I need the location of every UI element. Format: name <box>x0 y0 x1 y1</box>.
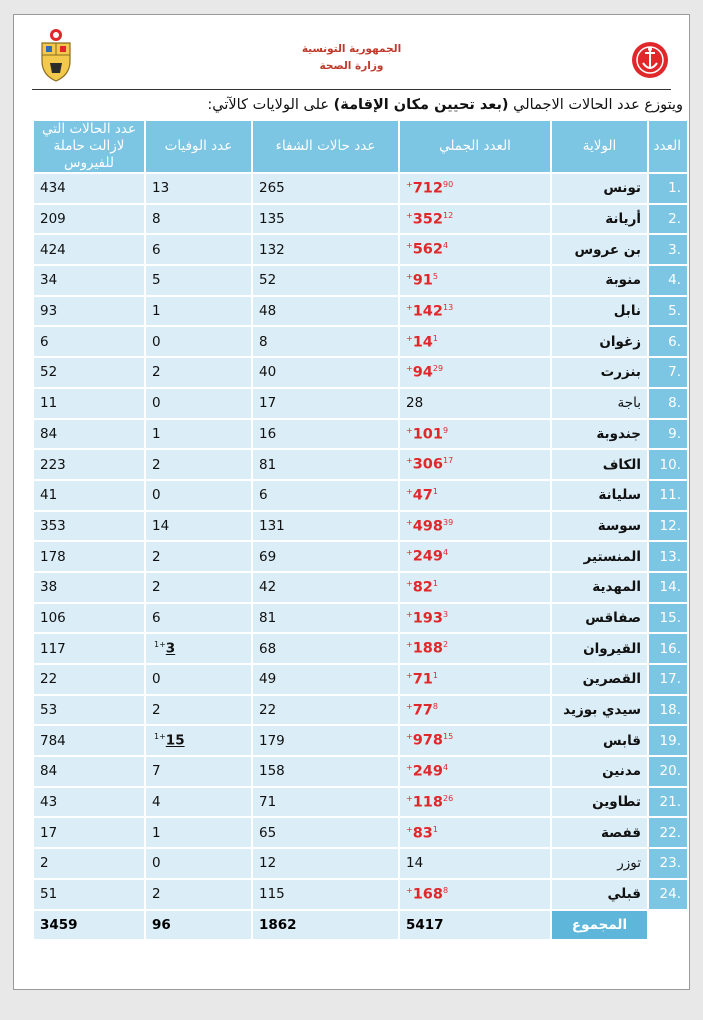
total-cell <box>400 818 550 847</box>
deaths-cell <box>146 542 251 571</box>
table-row <box>34 665 687 694</box>
case-increase: 39+ <box>406 517 454 527</box>
recovered-cell: 81 <box>253 450 398 479</box>
death-count: 0 <box>152 671 161 688</box>
carriers-cell: 178 <box>34 542 144 571</box>
case-increase: 13+ <box>406 302 454 312</box>
deaths-cell <box>146 634 251 663</box>
table-row <box>34 634 687 663</box>
recovered-cell: 115 <box>253 880 398 909</box>
case-total: 71 <box>412 671 433 688</box>
carriers-cell: 209 <box>34 205 144 234</box>
death-count: 2 <box>152 364 161 381</box>
carriers-cell: 38 <box>34 573 144 602</box>
header-governorate: الولاية <box>552 121 647 172</box>
carriers-cell: 22 <box>34 665 144 694</box>
death-count: 0 <box>152 487 161 504</box>
deaths-cell <box>146 788 251 817</box>
governorate-name: سوسة <box>552 512 647 541</box>
case-total: 978 <box>412 732 443 749</box>
death-count: 5 <box>152 272 161 289</box>
totals-recovered: 1862 <box>253 911 398 940</box>
header-carriers: عدد الحالات التي لازالت حاملة للفيروس <box>34 121 144 172</box>
total-cell <box>400 420 550 449</box>
total-cell <box>400 358 550 387</box>
table-row <box>34 788 687 817</box>
deaths-cell <box>146 481 251 510</box>
deaths-cell <box>146 818 251 847</box>
governorate-name: سيدي بوزيد <box>552 696 647 725</box>
table-row <box>34 327 687 356</box>
total-cell <box>400 235 550 264</box>
case-increase: 1+ <box>406 333 438 343</box>
governorate-name: بن عروس <box>552 235 647 264</box>
governorate-name: مدنين <box>552 757 647 786</box>
governorate-name: قابس <box>552 726 647 755</box>
deaths-cell <box>146 205 251 234</box>
total-cell <box>400 665 550 694</box>
death-count: 1 <box>152 824 161 841</box>
totals-blank <box>649 911 687 940</box>
total-cell <box>400 849 550 878</box>
row-index: .24 <box>649 880 687 909</box>
recovered-cell: 16 <box>253 420 398 449</box>
case-total: 168 <box>412 886 443 903</box>
totals-deaths: 96 <box>146 911 251 940</box>
governorate-name: المنستير <box>552 542 647 571</box>
header-total: العدد الجملي <box>400 121 550 172</box>
ministry-logo-icon <box>631 41 669 79</box>
row-index: .12 <box>649 512 687 541</box>
case-increase: 5+ <box>406 272 438 282</box>
governorate-name: قبلي <box>552 880 647 909</box>
deaths-cell <box>146 512 251 541</box>
carriers-cell: 2 <box>34 849 144 878</box>
carriers-cell: 353 <box>34 512 144 541</box>
table-row <box>34 266 687 295</box>
table-row <box>34 696 687 725</box>
death-count: 2 <box>152 456 161 473</box>
governorate-name: زغوان <box>552 327 647 356</box>
header-deaths: عدد الوفيات <box>146 121 251 172</box>
row-index: .19 <box>649 726 687 755</box>
recovered-cell: 12 <box>253 849 398 878</box>
case-total: 101 <box>412 426 443 443</box>
case-total: 562 <box>412 241 443 258</box>
total-cell <box>400 542 550 571</box>
recovered-cell: 22 <box>253 696 398 725</box>
row-index: .11 <box>649 481 687 510</box>
case-total: 352 <box>412 211 443 228</box>
case-total: 118 <box>412 794 443 811</box>
governorate-name: نابل <box>552 297 647 326</box>
deaths-cell <box>146 604 251 633</box>
case-total: 193 <box>412 610 443 627</box>
case-increase: 8+ <box>406 885 449 895</box>
total-cell <box>400 604 550 633</box>
deaths-cell <box>146 420 251 449</box>
governorate-name: القصرين <box>552 665 647 694</box>
total-cell <box>400 696 550 725</box>
total-cell <box>400 634 550 663</box>
row-index: .5 <box>649 297 687 326</box>
governorate-name: الكاف <box>552 450 647 479</box>
table-row <box>34 389 687 418</box>
death-count: 1 <box>152 425 161 442</box>
death-count: 6 <box>152 609 161 626</box>
row-index: .21 <box>649 788 687 817</box>
death-increase: 1+ <box>154 640 166 650</box>
deaths-cell <box>146 266 251 295</box>
recovered-cell: 132 <box>253 235 398 264</box>
intro-sentence <box>23 97 683 113</box>
republic-label: الجمهورية التونسية <box>301 43 402 55</box>
row-index: .10 <box>649 450 687 479</box>
row-index: .8 <box>649 389 687 418</box>
deaths-cell <box>146 358 251 387</box>
total-cell <box>400 266 550 295</box>
recovered-cell: 40 <box>253 358 398 387</box>
death-count: 2 <box>152 886 161 903</box>
total-cell <box>400 205 550 234</box>
case-increase: 90+ <box>406 180 454 190</box>
table-row <box>34 573 687 602</box>
case-total: 82 <box>412 579 433 596</box>
case-total: 14 <box>412 334 433 351</box>
recovered-cell: 65 <box>253 818 398 847</box>
intro-bold: (بعد تحيين مكان الإقامة) <box>333 97 509 113</box>
carriers-cell: 117 <box>34 634 144 663</box>
carriers-cell: 51 <box>34 880 144 909</box>
document-header <box>14 15 689 95</box>
total-cell <box>400 327 550 356</box>
table-row <box>34 726 687 755</box>
governorate-name: صفاقس <box>552 604 647 633</box>
row-index: .13 <box>649 542 687 571</box>
recovered-cell: 8 <box>253 327 398 356</box>
table-row <box>34 420 687 449</box>
carriers-cell: 6 <box>34 327 144 356</box>
totals-carriers: 3459 <box>34 911 144 940</box>
recovered-cell: 69 <box>253 542 398 571</box>
case-increase: 1+ <box>406 671 438 681</box>
governorate-name: توزر <box>552 849 647 878</box>
case-increase: 4+ <box>406 548 449 558</box>
total-cell <box>400 450 550 479</box>
case-increase: 4+ <box>406 763 449 773</box>
row-index: .2 <box>649 205 687 234</box>
death-count: 0 <box>152 333 161 350</box>
case-total: 77 <box>412 702 433 719</box>
totals-label: المجموع <box>552 911 647 940</box>
deaths-cell <box>146 726 251 755</box>
case-increase: 3+ <box>406 609 449 619</box>
case-increase: 8+ <box>406 701 438 711</box>
death-increase: 1+ <box>154 732 166 742</box>
carriers-cell: 53 <box>34 696 144 725</box>
carriers-cell: 424 <box>34 235 144 264</box>
row-index: .20 <box>649 757 687 786</box>
table-row <box>34 880 687 909</box>
total-cell <box>400 174 550 203</box>
recovered-cell: 135 <box>253 205 398 234</box>
governorate-name: سليانة <box>552 481 647 510</box>
death-count: 2 <box>152 548 161 565</box>
recovered-cell: 265 <box>253 174 398 203</box>
death-count: 14 <box>152 517 170 534</box>
total-cell <box>400 573 550 602</box>
carriers-cell: 52 <box>34 358 144 387</box>
carriers-cell: 106 <box>34 604 144 633</box>
death-count: 13 <box>152 180 170 197</box>
recovered-cell: 131 <box>253 512 398 541</box>
case-increase: 26+ <box>406 793 454 803</box>
carriers-cell: 784 <box>34 726 144 755</box>
deaths-cell <box>146 880 251 909</box>
table-row <box>34 757 687 786</box>
header-idx: العدد <box>649 121 687 172</box>
case-total: 94 <box>412 364 433 381</box>
deaths-cell <box>146 696 251 725</box>
case-increase: 12+ <box>406 210 454 220</box>
recovered-cell: 179 <box>253 726 398 755</box>
death-count: 0 <box>152 395 161 412</box>
case-increase: 2+ <box>406 640 449 650</box>
governorate-name: تونس <box>552 174 647 203</box>
table-row <box>34 450 687 479</box>
total-cell <box>400 512 550 541</box>
total-cell <box>400 757 550 786</box>
case-total: 249 <box>412 763 443 780</box>
totals-total: 5417 <box>400 911 550 940</box>
total-cell <box>400 880 550 909</box>
governorate-name: تطاوين <box>552 788 647 817</box>
row-index: .18 <box>649 696 687 725</box>
case-increase: 1+ <box>406 486 438 496</box>
row-index: .14 <box>649 573 687 602</box>
death-count: 7 <box>152 763 161 780</box>
row-index: .22 <box>649 818 687 847</box>
case-increase: 1+ <box>406 824 438 834</box>
recovered-cell: 6 <box>253 481 398 510</box>
row-index: .4 <box>649 266 687 295</box>
deaths-cell <box>146 849 251 878</box>
document-page <box>13 14 690 990</box>
table-row <box>34 235 687 264</box>
row-index: .15 <box>649 604 687 633</box>
table-row <box>34 174 687 203</box>
row-index: .1 <box>649 174 687 203</box>
recovered-cell: 71 <box>253 788 398 817</box>
table-row <box>34 818 687 847</box>
carriers-cell: 84 <box>34 757 144 786</box>
deaths-cell <box>146 235 251 264</box>
case-increase: 15+ <box>406 732 454 742</box>
row-index: .17 <box>649 665 687 694</box>
case-total: 91 <box>412 272 433 289</box>
governorate-name: أريانة <box>552 205 647 234</box>
total-cell <box>400 788 550 817</box>
case-total: 83 <box>412 825 433 842</box>
recovered-cell: 49 <box>253 665 398 694</box>
intro-after: على الولايات كالآتي: <box>207 97 334 113</box>
recovered-cell: 17 <box>253 389 398 418</box>
case-total: 306 <box>412 456 443 473</box>
case-total: 142 <box>412 303 443 320</box>
total-cell <box>400 297 550 326</box>
death-count: 4 <box>152 794 161 811</box>
death-count: 3 <box>165 640 176 657</box>
death-count: 2 <box>152 579 161 596</box>
case-total: 188 <box>412 640 443 657</box>
case-total: 712 <box>412 180 443 197</box>
carriers-cell: 17 <box>34 818 144 847</box>
intro-before: ويتوزع عدد الحالات الاجمالي <box>508 97 683 113</box>
case-increase: 29+ <box>406 364 444 374</box>
death-count: 2 <box>152 702 161 719</box>
header-recovered: عدد حالات الشفاء <box>253 121 398 172</box>
deaths-cell <box>146 450 251 479</box>
case-increase: 4+ <box>406 241 449 251</box>
deaths-cell <box>146 757 251 786</box>
governorate-name: القيروان <box>552 634 647 663</box>
table-row <box>34 604 687 633</box>
deaths-cell <box>146 665 251 694</box>
case-total: 498 <box>412 518 443 535</box>
governorate-name: جندوبة <box>552 420 647 449</box>
death-count: 1 <box>152 303 161 320</box>
death-count: 0 <box>152 855 161 872</box>
deaths-cell <box>146 573 251 602</box>
row-index: .7 <box>649 358 687 387</box>
total-cell <box>400 389 550 418</box>
deaths-cell <box>146 327 251 356</box>
row-index: .23 <box>649 849 687 878</box>
table-row <box>34 481 687 510</box>
totals-row <box>34 911 687 940</box>
recovered-cell: 81 <box>253 604 398 633</box>
recovered-cell: 158 <box>253 757 398 786</box>
carriers-cell: 93 <box>34 297 144 326</box>
recovered-cell: 42 <box>253 573 398 602</box>
carriers-cell: 41 <box>34 481 144 510</box>
table-header-row <box>34 121 687 172</box>
carriers-cell: 84 <box>34 420 144 449</box>
recovered-cell: 48 <box>253 297 398 326</box>
row-index: .16 <box>649 634 687 663</box>
table-row <box>34 849 687 878</box>
case-total: 47 <box>412 487 433 504</box>
case-total: 14 <box>406 855 424 872</box>
table-row <box>34 297 687 326</box>
table-row <box>34 512 687 541</box>
case-total: 249 <box>412 548 443 565</box>
death-count: 6 <box>152 241 161 258</box>
deaths-cell <box>146 297 251 326</box>
governorate-name: باجة <box>552 389 647 418</box>
table-row <box>34 358 687 387</box>
governorate-name: المهدية <box>552 573 647 602</box>
carriers-cell: 11 <box>34 389 144 418</box>
recovered-cell: 68 <box>253 634 398 663</box>
governorate-name: منوبة <box>552 266 647 295</box>
case-increase: 17+ <box>406 456 454 466</box>
case-increase: 9+ <box>406 425 449 435</box>
governorate-name: بنزرت <box>552 358 647 387</box>
carriers-cell: 43 <box>34 788 144 817</box>
deaths-cell <box>146 174 251 203</box>
row-index: .9 <box>649 420 687 449</box>
death-count: 15 <box>165 732 185 749</box>
governorate-name: قفصة <box>552 818 647 847</box>
deaths-cell <box>146 389 251 418</box>
header-divider <box>32 89 671 90</box>
table-row <box>34 542 687 571</box>
row-index: .6 <box>649 327 687 356</box>
recovered-cell: 52 <box>253 266 398 295</box>
case-increase: 1+ <box>406 579 438 589</box>
row-index: .3 <box>649 235 687 264</box>
carriers-cell: 434 <box>34 174 144 203</box>
table-row <box>34 205 687 234</box>
total-cell <box>400 481 550 510</box>
death-count: 8 <box>152 211 161 228</box>
carriers-cell: 34 <box>34 266 144 295</box>
total-cell <box>400 726 550 755</box>
carriers-cell: 223 <box>34 450 144 479</box>
cases-by-governorate-table <box>32 119 689 941</box>
case-total: 28 <box>406 395 424 412</box>
issuer-block <box>14 41 689 75</box>
ministry-label: وزارة الصحة <box>319 60 384 72</box>
